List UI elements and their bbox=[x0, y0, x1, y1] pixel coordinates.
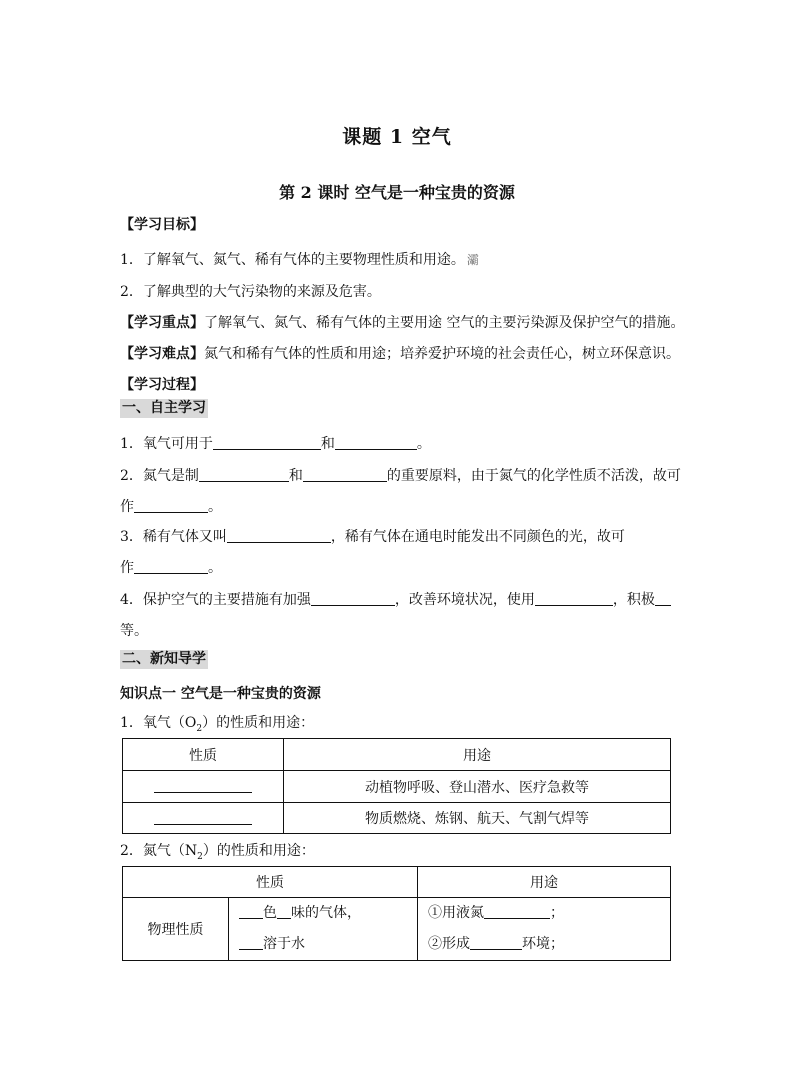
difficult-points bbox=[120, 344, 680, 364]
q1-text-a: 1．氧气可用于 bbox=[120, 436, 213, 452]
q2-blank-2[interactable] bbox=[303, 467, 387, 482]
nitrogen-blank-color[interactable] bbox=[239, 904, 263, 919]
nitrogen-prop-line-2 bbox=[239, 929, 417, 960]
q2-text-a: 2．氮气是制 bbox=[120, 468, 199, 484]
nitrogen-caption-b: ）的性质和用途： bbox=[202, 843, 315, 859]
nitrogen-use1-b: ； bbox=[550, 905, 564, 921]
table-row bbox=[123, 867, 671, 898]
nitrogen-prop1-b: 味的气体， bbox=[291, 905, 361, 921]
oxygen-caption-a: 1．氧气（O bbox=[120, 715, 197, 731]
nitrogen-caption bbox=[120, 841, 315, 867]
nitrogen-blank-smell[interactable] bbox=[277, 904, 291, 919]
nitrogen-use-line-2 bbox=[428, 929, 670, 960]
table-row bbox=[123, 771, 671, 803]
nitrogen-table bbox=[122, 866, 671, 961]
question-3 bbox=[120, 527, 625, 547]
goal-text: 1．了解氧气、氮气、稀有气体的主要物理性质和用途。 bbox=[120, 252, 465, 268]
question-3-cont bbox=[120, 558, 222, 578]
q1-blank-1[interactable] bbox=[213, 435, 321, 450]
oxygen-use-cell: 物质燃烧、炼钢、航天、气割气焊等 bbox=[284, 803, 671, 834]
oxygen-header-use: 用途 bbox=[284, 739, 671, 771]
nitrogen-prop1-a: 色 bbox=[263, 905, 277, 921]
q2-text-b: 和 bbox=[288, 468, 303, 484]
q2-text-e: 。 bbox=[208, 499, 222, 515]
question-2 bbox=[120, 466, 681, 486]
nitrogen-use1-a: ①用液氮 bbox=[428, 905, 484, 921]
nitrogen-blank-use2[interactable] bbox=[470, 935, 522, 950]
oxygen-caption bbox=[120, 713, 314, 739]
q3-text-d: 。 bbox=[208, 560, 222, 576]
q1-text-c: 。 bbox=[416, 436, 431, 452]
question-4-cont: 等。 bbox=[120, 623, 148, 639]
key-points-label: 【学习重点】 bbox=[120, 315, 204, 331]
knowledge-point-1: 知识点一 空气是一种宝贵的资源 bbox=[120, 686, 321, 702]
nitrogen-caption-sub: 2 bbox=[197, 851, 203, 862]
oxygen-blank-1[interactable] bbox=[154, 778, 252, 793]
oxygen-header-property: 性质 bbox=[123, 739, 284, 771]
goals-heading: 【学习目标】 bbox=[120, 217, 204, 233]
q4-text-c: ，积极 bbox=[612, 592, 655, 608]
q2-text-c: 的重要原料，由于氮气的化学性质不活泼，故可 bbox=[386, 468, 681, 484]
q2-blank-3[interactable] bbox=[134, 498, 208, 513]
nitrogen-physical-properties bbox=[229, 898, 418, 961]
q2-blank-1[interactable] bbox=[199, 467, 289, 482]
process-heading: 【学习过程】 bbox=[120, 377, 204, 393]
oxygen-blank-2[interactable] bbox=[154, 810, 252, 825]
q1-text-b: 和 bbox=[320, 436, 335, 452]
question-4 bbox=[120, 590, 671, 610]
lesson-subtitle: 第 2 课时 空气是一种宝贵的资源 bbox=[279, 183, 515, 202]
nitrogen-blank-solubility[interactable] bbox=[239, 935, 263, 950]
key-points-text: 了解氧气、氮气、稀有气体的主要用途 空气的主要污染源及保护空气的措施。 bbox=[204, 315, 685, 331]
q3-text-b: ，稀有气体在通电时能发出不同颜色的光，故可 bbox=[330, 529, 625, 545]
nitrogen-use-line-1 bbox=[428, 898, 670, 929]
nitrogen-blank-use1[interactable] bbox=[484, 904, 550, 919]
nitrogen-prop2: 溶于水 bbox=[263, 936, 305, 952]
q3-blank-2[interactable] bbox=[134, 559, 208, 574]
nitrogen-use2-a: ②形成 bbox=[428, 936, 470, 952]
stray-mark: 灞 bbox=[466, 253, 479, 267]
nitrogen-prop-line-1 bbox=[239, 898, 417, 929]
q4-blank-1[interactable] bbox=[311, 591, 395, 606]
lesson-title: 课题 1 空气 bbox=[342, 126, 452, 148]
oxygen-property-blank-cell bbox=[123, 803, 284, 834]
question-2-cont bbox=[120, 497, 222, 517]
oxygen-table bbox=[122, 738, 671, 834]
table-row bbox=[123, 803, 671, 834]
q4-blank-2[interactable] bbox=[535, 591, 613, 606]
nitrogen-row-label: 物理性质 bbox=[123, 898, 229, 961]
question-1 bbox=[120, 434, 431, 454]
q4-text-a: 4．保护空气的主要措施有加强 bbox=[120, 592, 311, 608]
oxygen-caption-sub: 2 bbox=[196, 723, 203, 734]
oxygen-use-cell: 动植物呼吸、登山潜水、医疗急救等 bbox=[284, 771, 671, 803]
nitrogen-header-property: 性质 bbox=[123, 867, 418, 898]
q3-blank-1[interactable] bbox=[227, 528, 331, 543]
difficult-points-label: 【学习难点】 bbox=[120, 346, 204, 362]
goal-item-1 bbox=[120, 250, 479, 270]
nitrogen-uses bbox=[418, 898, 671, 961]
q3-text-c: 作 bbox=[120, 560, 134, 576]
difficult-points-text: 氮气和稀有气体的性质和用途；培养爱护环境的社会责任心，树立环保意识。 bbox=[204, 346, 680, 362]
goal-item-2: 2．了解典型的大气污染物的来源及危害。 bbox=[120, 284, 381, 300]
key-points bbox=[120, 313, 684, 333]
table-row bbox=[123, 898, 671, 961]
nitrogen-caption-a: 2．氮气（N bbox=[120, 843, 198, 859]
nitrogen-use2-b: 环境； bbox=[522, 936, 564, 952]
q4-blank-3[interactable] bbox=[655, 591, 671, 606]
nitrogen-header-use: 用途 bbox=[418, 867, 671, 898]
table-row bbox=[123, 739, 671, 771]
oxygen-caption-b: ）的性质和用途： bbox=[202, 715, 315, 731]
q3-text-a: 3．稀有气体又叫 bbox=[120, 529, 227, 545]
section-new-knowledge: 二、新知导学 bbox=[122, 651, 206, 667]
q4-text-b: ，改善环境状况，使用 bbox=[394, 592, 535, 608]
oxygen-property-blank-cell bbox=[123, 771, 284, 803]
q1-blank-2[interactable] bbox=[335, 435, 417, 450]
q2-text-d: 作 bbox=[120, 499, 134, 515]
section-self-study: 一、自主学习 bbox=[122, 400, 206, 416]
